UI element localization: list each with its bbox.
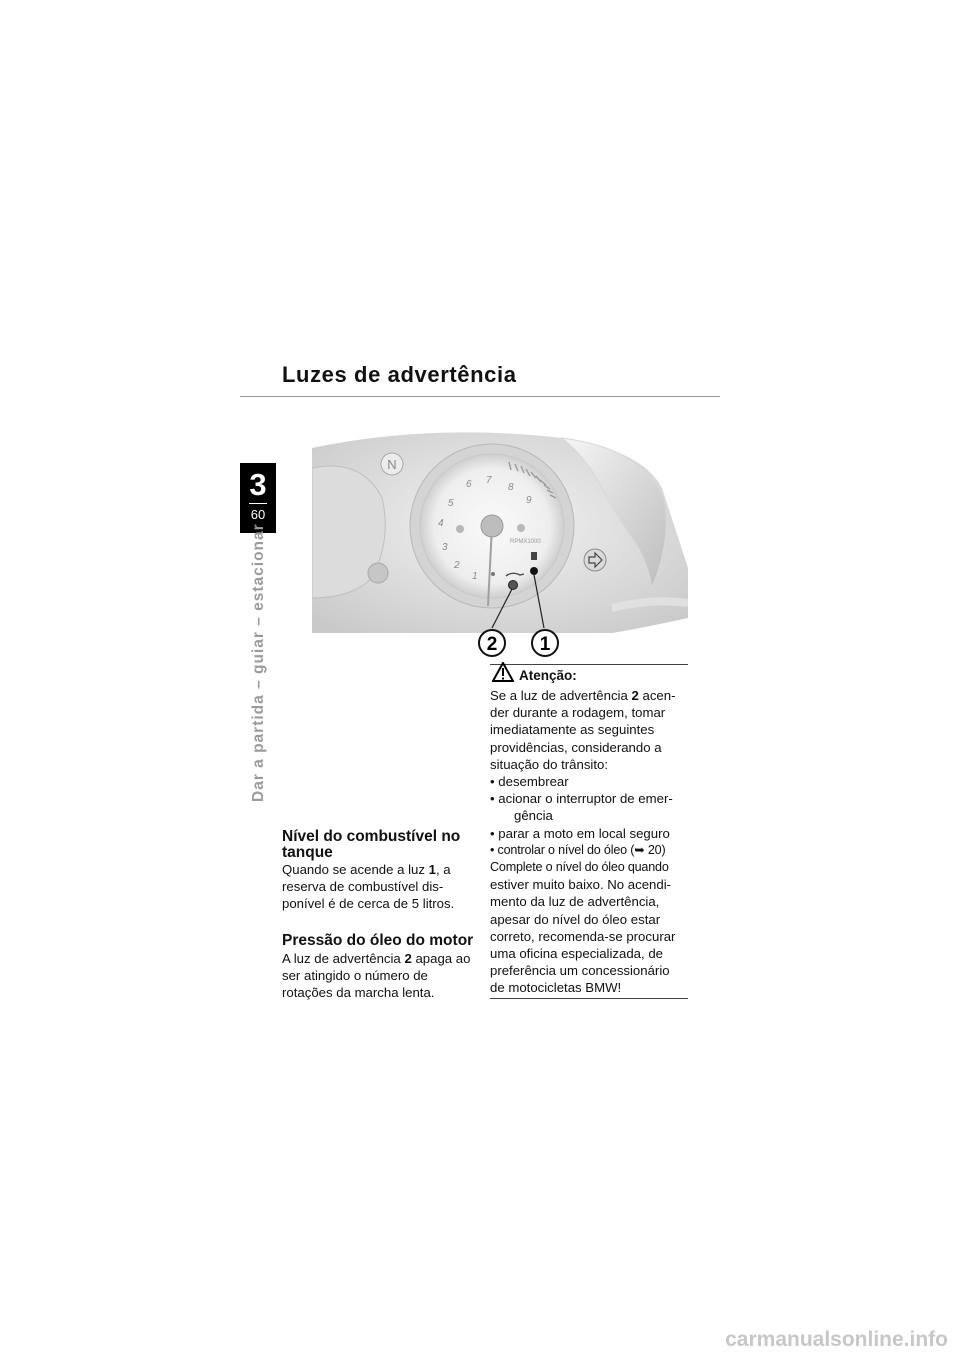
warning-line: situação do trânsito: bbox=[490, 756, 609, 772]
warning-bullet bbox=[490, 842, 690, 859]
instrument-cluster-figure bbox=[312, 428, 688, 664]
fuel-text-part: Quando se acende a luz bbox=[282, 862, 429, 877]
fuel-text-line: ponível é de cerca de 5 litros. bbox=[282, 896, 455, 911]
dial-screw bbox=[456, 525, 464, 533]
fuel-heading-line2: tanque bbox=[282, 844, 333, 861]
page-title: Luzes de advertência bbox=[282, 362, 517, 387]
gauge-digit-8: 8 bbox=[508, 482, 514, 493]
dial-screw bbox=[517, 524, 525, 532]
fuel-heading bbox=[282, 829, 460, 861]
oil-text-line: rotações da marcha lenta. bbox=[282, 985, 435, 1000]
warning-bullet: • desembrear bbox=[490, 774, 569, 790]
chapter-number: 3 bbox=[249, 467, 267, 502]
warning-bottom-rule bbox=[490, 998, 688, 999]
warning-line: estiver muito baixo. No acendi- bbox=[490, 877, 672, 893]
warning-line: providências, considerando a bbox=[490, 739, 662, 755]
warning-line bbox=[490, 687, 690, 704]
warning-line: de motocicletas BMW! bbox=[490, 980, 622, 996]
warning-bullet: • acionar o interruptor de emer- bbox=[490, 791, 673, 807]
neutral-label: N bbox=[387, 457, 397, 472]
callout-2-label: 2 bbox=[486, 634, 498, 655]
gauge-digit-2: 2 bbox=[454, 560, 460, 571]
indicator-dot bbox=[491, 572, 495, 576]
gauge-digit-3: 3 bbox=[442, 542, 448, 553]
warning-line: uma oficina especializada, de bbox=[490, 946, 664, 962]
fuel-text-line: reserva de combustível dis- bbox=[282, 879, 444, 894]
fuel-pump-icon bbox=[531, 552, 537, 560]
oil-text-ref: 2 bbox=[404, 951, 412, 966]
warning-line: apesar do nível do óleo estar bbox=[490, 911, 661, 927]
warning-label: Atenção: bbox=[519, 668, 577, 683]
callout-1-label: 1 bbox=[539, 634, 551, 655]
fuel-text-ref: 1 bbox=[428, 862, 436, 877]
trip-knob bbox=[368, 563, 388, 583]
warning-text-part: Se a luz de advertência bbox=[490, 688, 632, 703]
gauge-digit-7: 7 bbox=[486, 475, 492, 486]
warning-text-part: • controlar o nível do óleo ( bbox=[490, 842, 635, 857]
warning-line: mento da luz de advertência, bbox=[490, 894, 660, 910]
warning-line: der durante a rodagem, tomar bbox=[490, 705, 666, 721]
warning-line: Complete o nível do óleo quando bbox=[490, 860, 669, 875]
page-reference-arrow-icon: ➥ bbox=[634, 842, 645, 857]
gauge-digit-4: 4 bbox=[438, 518, 444, 529]
warning-triangle-icon bbox=[492, 662, 514, 682]
warning-line: preferência um concessionário bbox=[490, 963, 670, 979]
warning-header bbox=[492, 662, 577, 682]
fuel-warning-light bbox=[530, 567, 538, 575]
oil-text-line: ser atingido o número de bbox=[282, 968, 428, 983]
fuel-text-part: , a bbox=[435, 862, 451, 877]
warning-bullet: • parar a moto em local seguro bbox=[490, 825, 670, 841]
title-divider bbox=[240, 396, 720, 397]
warning-bullet-continuation: gência bbox=[514, 808, 553, 824]
gauge-digit-5: 5 bbox=[448, 498, 454, 509]
chapter-tab-divider bbox=[249, 503, 267, 504]
gauge-digit-6: 6 bbox=[466, 479, 472, 490]
page-number: 60 bbox=[250, 507, 266, 522]
gauge-unit-label: RPMX1000 bbox=[510, 539, 541, 545]
needle-hub bbox=[481, 515, 503, 537]
fuel-text bbox=[282, 861, 482, 912]
oil-pressure-warning-light bbox=[509, 581, 518, 590]
warning-body bbox=[490, 687, 690, 997]
oil-text-part: apaga ao bbox=[411, 951, 471, 966]
warning-line: imediatamente as seguintes bbox=[490, 722, 655, 738]
warning-text-part: acen- bbox=[638, 688, 676, 703]
gauge-digit-9: 9 bbox=[526, 495, 532, 506]
oil-text bbox=[282, 950, 487, 1001]
warning-text-part: 20) bbox=[644, 842, 666, 857]
oil-heading: Pressão do óleo do motor bbox=[282, 932, 474, 949]
warning-text-ref: 2 bbox=[631, 688, 639, 703]
warning-line: correto, recomenda-se procurar bbox=[490, 928, 676, 944]
chapter-side-label: Dar a partida – guiar – estacionar bbox=[250, 523, 267, 802]
fuel-heading-line1: Nível do combustível no bbox=[282, 828, 461, 845]
oil-text-part: A luz de advertência bbox=[282, 951, 405, 966]
gauge-digit-1: 1 bbox=[472, 571, 478, 582]
watermark: carmanualsonline.info bbox=[725, 1328, 948, 1351]
